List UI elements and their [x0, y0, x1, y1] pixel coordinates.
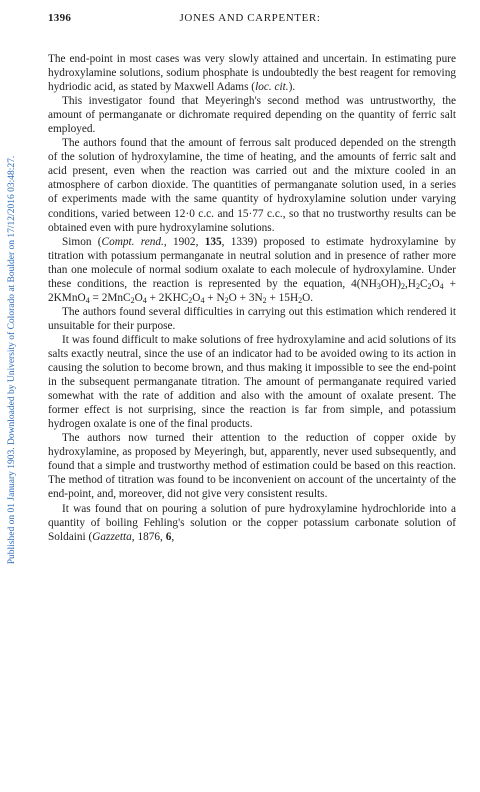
body-text	[48, 52, 456, 544]
paragraph-7: The authors now turned their attention to the reduction of copper oxide by hydroxylamine, as proposed by Meyeringh, but, apparently, never used subsequently, and found that a simple and trustworthy method of estimation could be based on this reaction. The method of titration was found to be inconvenient on account of the uncertainty of the end-point, and, moreover, did not give very consistent results.	[48, 432, 456, 501]
paragraph-1: The end-point in most cases was very slowly attained and uncertain. In estimating pure hydroxylamine solutions, sodium phosphate is undoubtedly the best reagent for removing hydriodic acid, as stated by Maxwell Adams (loc. cit.).	[48, 53, 456, 94]
page-number: 1396	[48, 12, 72, 24]
page-header	[48, 12, 452, 28]
paragraph-3: The authors found that the amount of ferrous salt produced depended on the strength of the solution of hydroxylamine, the time of heating, and the amounts of ferric salt and acid present, even when the reaction was carried out and the mixture cooled in an atmosphere of carbon dioxide. The quantities of permanganate solution used, in a series of experiments made with the same quantity of hydroxylamine solution under varying conditions, varied between 12·0 c.c. and 15·77 c.c., so that no trustworthy results can be obtained even with pure hydroxylamine solutions.	[48, 137, 456, 234]
download-notice-text: Published on 01 January 1903. Downloaded by University of Colorado at Boulder on 17/12/2016 03:48:27.	[7, 155, 17, 565]
download-notice	[2, 20, 22, 700]
paragraph-4: Simon (Compt. rend., 1902, 135, 1339) proposed to estimate hydroxylamine by titration with potassium permanganate in neutral solution and in presence of rather more than one molecule of normal sodium oxalate to each molecule of hydroxylamine. Under these conditions, the reaction is represented by the equation, $4(NH_3OH)_2,H_2C_2O_4$ + 2KMnO$_4$ = $2MnC_2O_4 + 2KHC_2O_4 + N_2O + 3N_2 + 15H_2O$.	[48, 235, 456, 305]
paragraph-8: It was found that on pouring a solution of pure hydroxylamine hydrochloride into a quantity of boiling Fehling's solution or the copper potassium carbonate solution of Soldaini (Gazzetta, 1876, 6,	[48, 502, 456, 543]
paragraph-5: The authors found several difficulties in carrying out this estimation which rendered it unsuitable for their purpose.	[48, 305, 456, 332]
paragraph-2: This investigator found that Meyeringh's second method was untrustworthy, the amount of permanganate or dichromate required depending on the quantity of ferric salt employed.	[48, 95, 456, 136]
reaction-equation: 2KMnO$_4$ = $2MnC_2O_4 + 2KHC_2O_4 + N_2O + 3N_2 + 15H_2O$.	[48, 291, 314, 305]
paragraph-6: It was found difficult to make solutions of free hydroxylamine and acid solutions of its salts exactly neutral, since the use of an indicator had to be avoided owing to its action in causing the solution to become brown, and thus making it impossible to see the end-point in the subsequent permanganate titration. The amount of permanganate required varied somewhat with the rate of addition and also with the amount of oxalate present. The former effect is not surprising, since the reaction is far from simple, and potassium hydrogen oxalate is one of the final products.	[48, 333, 456, 431]
running-title: JONES AND CARPENTER:	[179, 12, 321, 24]
